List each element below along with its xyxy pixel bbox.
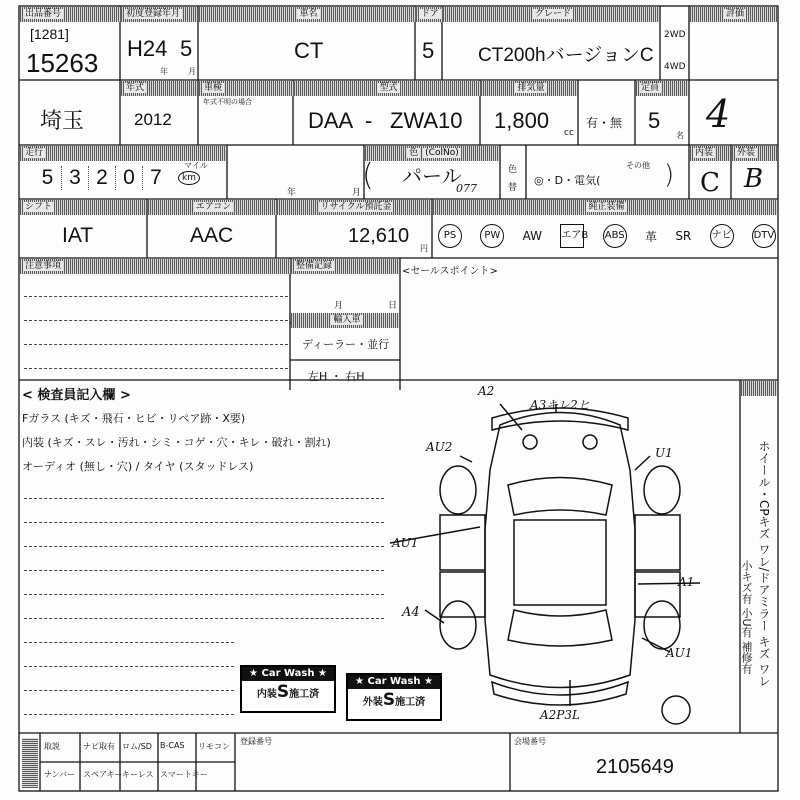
bottom-label: 取説 bbox=[44, 742, 60, 751]
header-year: 年式 bbox=[121, 81, 198, 96]
recycle-fee: 12,610 bbox=[348, 225, 410, 247]
wheel-front-left bbox=[440, 466, 476, 514]
color-code: 077 bbox=[456, 182, 477, 195]
door-front-left bbox=[440, 515, 485, 570]
bottom-label: ナビ取有 bbox=[83, 742, 115, 751]
first-reg-tsuki: 月 bbox=[188, 67, 196, 76]
aircon: AAC bbox=[190, 224, 234, 247]
door-front-right bbox=[635, 515, 680, 570]
record-day: 日 bbox=[388, 301, 398, 311]
year: 2012 bbox=[134, 110, 172, 129]
mileage-digit: 7 bbox=[142, 166, 169, 190]
note-a4: A4 bbox=[402, 605, 420, 620]
header-inspection: 車検 bbox=[199, 81, 293, 96]
equipment-list bbox=[438, 224, 776, 248]
capacity-unit: 名 bbox=[676, 131, 684, 140]
reg-month: 月 bbox=[352, 188, 362, 198]
model: ZWA10 bbox=[390, 108, 463, 133]
car-wash-exterior: ★ Car Wash ★ 外装S施工済 bbox=[346, 673, 442, 721]
inspector-header: < 検査員記入欄 > bbox=[22, 388, 131, 403]
bottom-label: B-CAS bbox=[160, 741, 185, 750]
door-rear-left bbox=[440, 572, 485, 617]
mileage-digit: 3 bbox=[61, 166, 88, 190]
mileage-digit: 2 bbox=[88, 166, 115, 190]
header-notes: 注意事項 bbox=[20, 259, 290, 274]
inspector-dash-line bbox=[24, 522, 384, 523]
header-mileage: 走行 bbox=[20, 146, 227, 161]
notes-line bbox=[24, 368, 288, 369]
headlight-right bbox=[583, 435, 597, 449]
handle-side: 左H ・ 右H bbox=[308, 370, 365, 383]
headlight-left bbox=[523, 435, 537, 449]
first-reg-month: 5 bbox=[180, 36, 193, 61]
equipment-aw: AW bbox=[522, 229, 543, 243]
venue-no: 2105649 bbox=[596, 756, 674, 778]
header-equipment: 純正装備 bbox=[433, 200, 777, 215]
notes-line bbox=[24, 344, 288, 345]
car-name: CT bbox=[294, 38, 324, 63]
bottom-side-bar bbox=[22, 738, 38, 788]
region: 埼玉 bbox=[40, 109, 85, 134]
bottom-label: ナンバー bbox=[44, 770, 76, 779]
right-vertical-1: ホイール・CPキズ ワレ/ドアミラー キズ ワレ bbox=[757, 440, 771, 688]
record-month: 月 bbox=[334, 301, 344, 311]
equipment-革: 革 bbox=[644, 229, 657, 244]
spare-circle bbox=[662, 696, 690, 724]
reg-no-label: 登録番号 bbox=[240, 737, 272, 746]
equipment-pw: PW bbox=[480, 224, 504, 248]
equipment-sr: SR bbox=[675, 229, 692, 243]
bottom-label: スペアキー bbox=[83, 770, 123, 779]
color-paren: ( bbox=[362, 158, 374, 193]
left-code: [1281] bbox=[30, 26, 69, 42]
score: 4 bbox=[706, 92, 731, 136]
car-rear-window bbox=[508, 610, 612, 646]
header-grade: グレード bbox=[443, 7, 660, 22]
header-import: 輸入車 bbox=[291, 313, 400, 328]
mileage-digit: 0 bbox=[115, 166, 142, 190]
header-memo bbox=[741, 381, 777, 396]
equipment-ps: PS bbox=[438, 224, 462, 248]
inspection-note: 年式不明の場合 bbox=[203, 98, 252, 106]
import-dealer: ディーラー・並行 bbox=[302, 338, 390, 351]
color-close-paren: ) bbox=[664, 160, 675, 190]
displacement: 1,800 bbox=[494, 108, 550, 133]
availability: 有・無 bbox=[586, 116, 623, 130]
car-wash-interior: ★ Car Wash ★ 内装S施工済 bbox=[240, 665, 336, 713]
color-label: パール bbox=[402, 164, 462, 188]
drive-4wd: 4WD bbox=[664, 62, 686, 72]
inspector-line-audio: オーディオ (無し・穴) / タイヤ (スタッドレス) bbox=[22, 460, 254, 473]
mileage-unit-top: マイル bbox=[184, 161, 208, 170]
mileage-digit: 5 bbox=[41, 166, 54, 189]
inspector-line-interior: 内装 (キズ・スレ・汚れ・シミ・コゲ・穴・キレ・破れ・割れ) bbox=[22, 436, 331, 449]
car-roof bbox=[514, 520, 606, 605]
inspector-line-glass: Fガラス (キズ・飛石・ヒビ・リペア跡・X要) bbox=[22, 412, 246, 425]
first-reg-era: H24 bbox=[127, 36, 168, 61]
header-color: 色 (ColNo) bbox=[365, 146, 500, 161]
header-aircon: エアコン bbox=[148, 200, 276, 215]
model-sep: - bbox=[365, 108, 373, 133]
color-side-2: 替 bbox=[508, 183, 518, 193]
transmission: IAT bbox=[62, 224, 94, 247]
bottom-label: リモコン bbox=[198, 742, 230, 751]
note-au2: AU2 bbox=[426, 440, 453, 454]
header-displacement: 排気量 bbox=[481, 81, 578, 96]
header-shift: シフト bbox=[20, 200, 147, 215]
doors: 5 bbox=[422, 38, 435, 63]
venue-no-label: 会場番号 bbox=[514, 737, 546, 746]
header-interior: 内装 bbox=[690, 146, 731, 161]
inspector-dash-line bbox=[24, 714, 234, 715]
equipment-abs: ABS bbox=[603, 224, 627, 248]
header-doors: ドア bbox=[416, 7, 442, 22]
header-record: 整備記録 bbox=[291, 259, 400, 274]
car-windshield bbox=[508, 478, 612, 516]
displacement-cc: cc bbox=[564, 128, 574, 138]
note-a2p3l: A2P3L bbox=[540, 708, 580, 722]
first-reg-nen: 年 bbox=[160, 67, 168, 76]
exterior-grade: B bbox=[744, 164, 764, 194]
bottom-label: スマートキー bbox=[160, 770, 208, 779]
inspector-dash-line bbox=[24, 570, 384, 571]
note-au1-right: AU1 bbox=[666, 646, 693, 660]
inspector-dash-line bbox=[24, 666, 234, 667]
inspector-dash-line bbox=[24, 594, 384, 595]
header-model: 型式 bbox=[294, 81, 480, 96]
interior-grade: C bbox=[700, 168, 720, 198]
header-first-reg: 初度登録年月 bbox=[121, 7, 198, 22]
notes-line bbox=[24, 320, 288, 321]
header-exhibit-no: 出品番号 bbox=[20, 7, 120, 22]
door-rear-right bbox=[635, 572, 680, 617]
mileage-unit: km bbox=[178, 171, 200, 185]
notes-line bbox=[24, 296, 288, 297]
recycle-yen: 円 bbox=[420, 244, 428, 253]
equipment-エアb: エアB bbox=[560, 224, 584, 248]
reg-year: 年 bbox=[287, 188, 297, 198]
color-other: その他 bbox=[626, 161, 650, 170]
inspector-dash-line bbox=[24, 690, 234, 691]
inspector-dash-line bbox=[24, 498, 384, 499]
header-check: 評価 bbox=[690, 7, 777, 22]
inspector-dash-line bbox=[24, 546, 384, 547]
note-u1: U1 bbox=[655, 446, 673, 460]
lot-number: 15263 bbox=[26, 48, 99, 78]
drive-2wd: 2WD bbox=[664, 30, 686, 40]
header-capacity: 定員 bbox=[636, 81, 689, 96]
note-a3: A3キレ2ヒ bbox=[530, 398, 590, 412]
capacity: 5 bbox=[648, 108, 661, 133]
wheel-rear-left bbox=[440, 601, 476, 649]
equipment-ナビ: ナビ bbox=[710, 224, 734, 248]
grade: CT200hバージョンC bbox=[478, 45, 654, 66]
header-exterior: 外装 bbox=[732, 146, 777, 161]
color-side-1: 色 bbox=[508, 165, 518, 175]
header-car-name: 車名 bbox=[199, 7, 415, 22]
inspector-dash-line bbox=[24, 618, 384, 619]
note-au1-left: AU1 bbox=[392, 536, 419, 550]
bottom-label: キーレス bbox=[122, 770, 154, 779]
equipment-dtv: DTV bbox=[752, 224, 776, 248]
inspector-dash-line bbox=[24, 642, 234, 643]
header-recycle: リサイクル預託金 bbox=[277, 200, 432, 215]
note-a2-top: A2 bbox=[478, 384, 495, 398]
right-vertical-2: 小キズ有 小U有 補修有 bbox=[740, 560, 753, 675]
mileage-digits bbox=[34, 166, 169, 190]
wheel-front-right bbox=[644, 466, 680, 514]
color-options: ◎・D・電気( bbox=[534, 174, 601, 187]
note-a1: A1 bbox=[678, 575, 695, 589]
bottom-label: ロム/SD bbox=[122, 742, 152, 751]
sales-point: <セールスポイント> bbox=[402, 266, 498, 277]
rear-bumper bbox=[492, 682, 628, 705]
model-prefix: DAA bbox=[308, 108, 354, 133]
